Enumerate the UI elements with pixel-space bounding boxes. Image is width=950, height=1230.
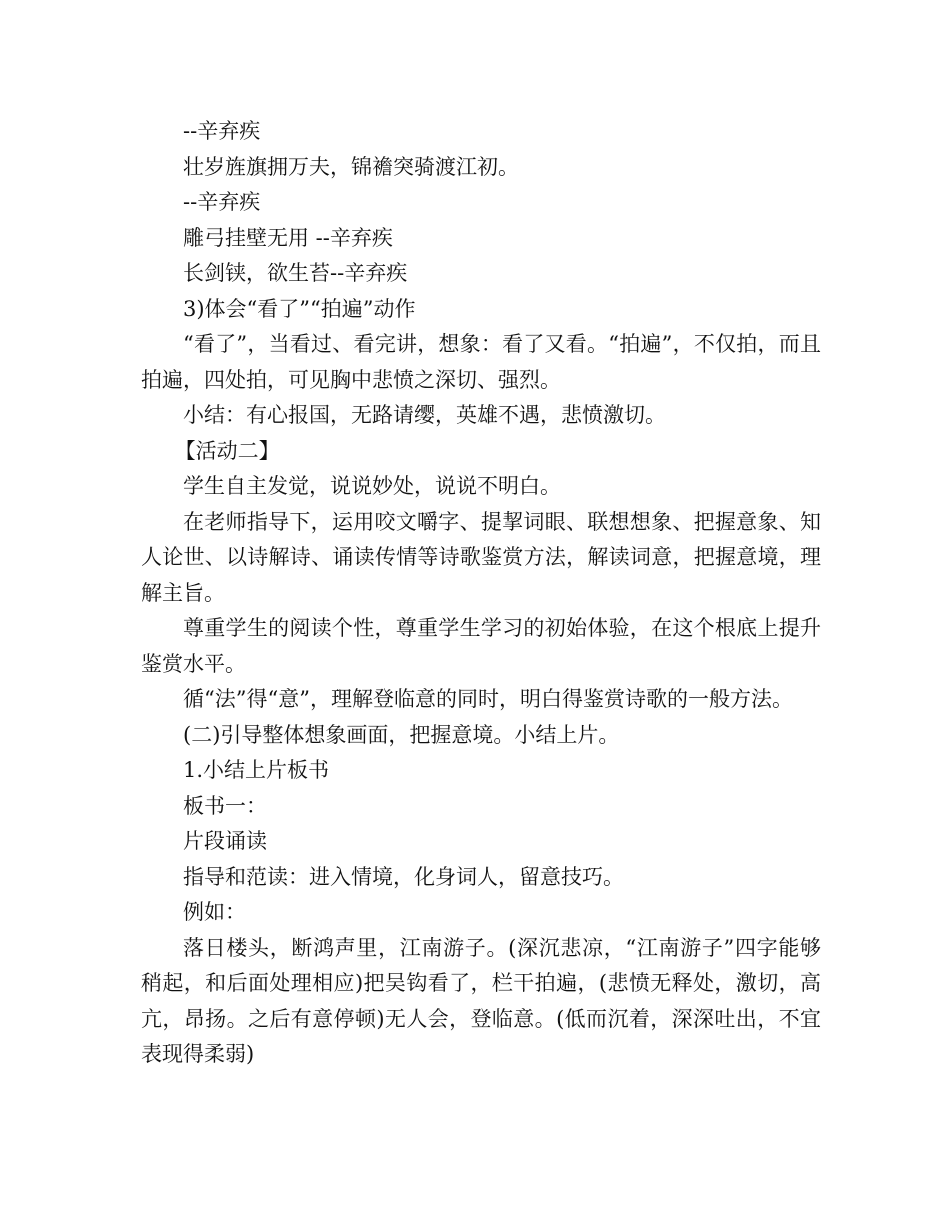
paragraph-analysis: “看了”，当看过、看完讲，想象：看了又看。“拍遍”，不仅拍，而且拍遍，四处拍，可见胸中悲愤之深切、强烈。 xyxy=(141,332,821,392)
paragraph-teacher-guidance: 在老师指导下，运用咬文嚼字、提挈词眼、联想想象、把握意象、知人论世、以诗解诗、诵读传情等诗歌鉴赏方法，解读词意，把握意境，理解主旨。 xyxy=(141,509,821,605)
paragraph-student-discovery: 学生自主发觉，说说妙处，说说不明白。 xyxy=(183,474,561,498)
paragraph-respect-students: 尊重学生的阅读个性，尊重学生学习的初始体验，在这个根底上提升鉴赏水平。 xyxy=(141,616,821,676)
paragraph-recitation: 片段诵读 xyxy=(183,829,267,853)
paragraph-method: 循“法”得“意”，理解登临意的同时，明白得鉴赏诗歌的一般方法。 xyxy=(183,687,793,711)
paragraph-author-2: --辛弃疾 xyxy=(183,190,261,214)
paragraph-section-two: (二)引导整体想象画面，把握意境。小结上片。 xyxy=(183,722,620,747)
paragraph-guidance: 指导和范读：进入情境，化身词人，留意技巧。 xyxy=(183,864,624,889)
paragraph-board-summary: 1.小结上片板书 xyxy=(183,758,330,782)
paragraph-verse-3: 长剑铗，欲生苔--辛弃疾 xyxy=(183,261,408,285)
paragraph-example-text: 落日楼头，断鸿声里，江南游子。(深沉悲凉，“江南游子”四字能够稍起，和后面处理相应)把吴钩看了，栏干拍遍，(悲愤无释处，激切，高亢，昂扬。之后有意停顿)无人会，登临意。(低而沉着，深深吐出，不宜表现得柔弱) xyxy=(141,935,821,1066)
paragraph-verse-1: 壮岁旌旗拥万夫，锦襜突骑渡江初。 xyxy=(183,154,519,179)
paragraph-author-1: --辛弃疾 xyxy=(183,119,261,143)
paragraph-summary: 小结：有心报国，无路请缨，英雄不遇，悲愤激切。 xyxy=(183,403,666,427)
document-page xyxy=(141,114,821,1073)
paragraph-activity-two: 【活动二】 xyxy=(174,438,280,463)
paragraph-verse-2: 雕弓挂壁无用 --辛弃疾 xyxy=(183,225,393,250)
paragraph-heading-3: 3)体会“看了”“拍遍”动作 xyxy=(183,296,416,321)
paragraph-board-one: 板书一： xyxy=(183,793,267,818)
paragraph-example-label: 例如： xyxy=(183,900,246,924)
